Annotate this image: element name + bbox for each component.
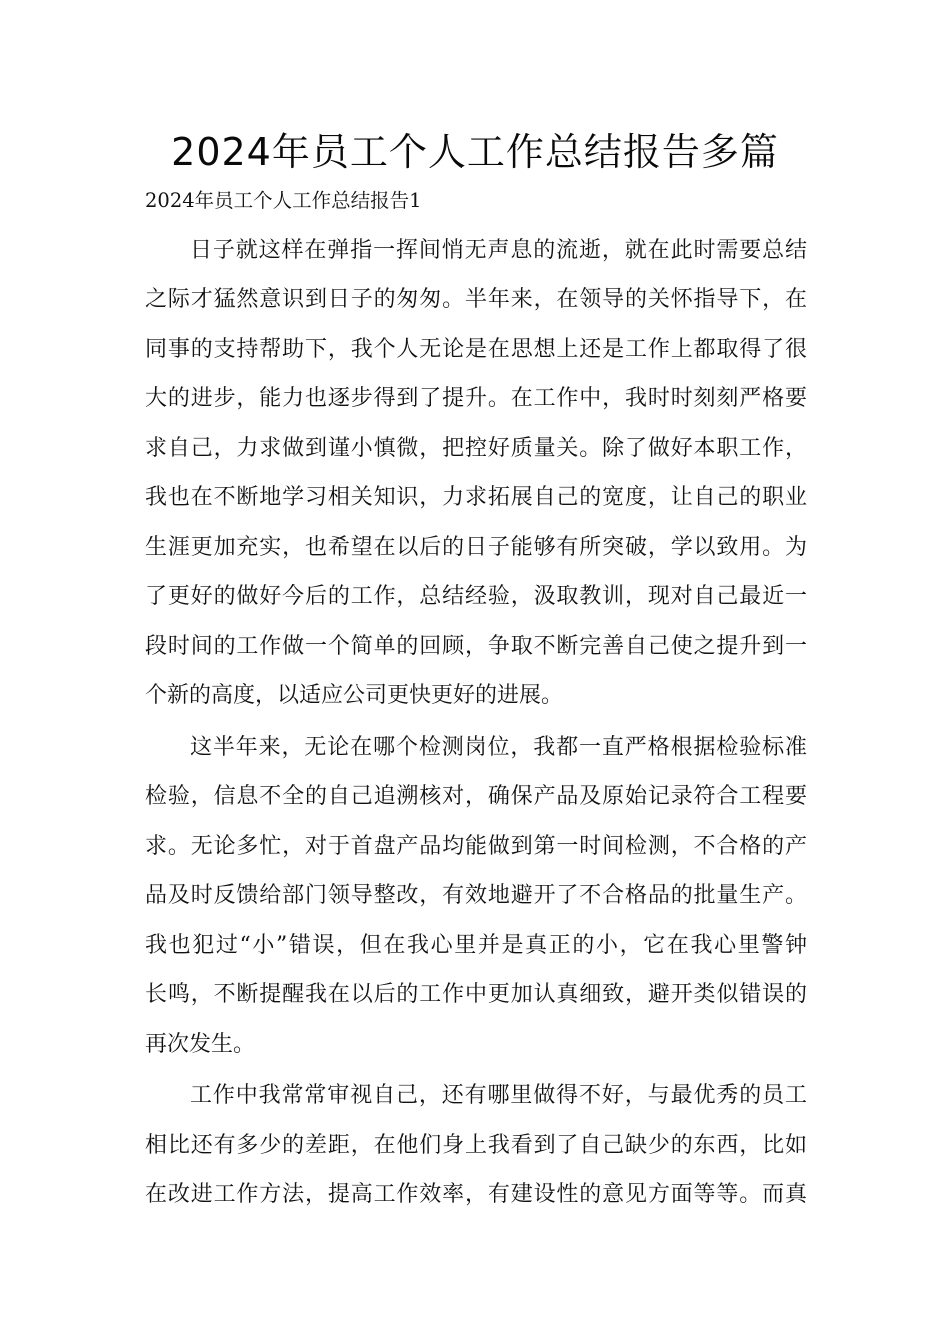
paragraph-1-line-1: 日子就这样在弹指一挥间悄无声息的流逝，就在此时需要总结 (190, 238, 807, 263)
paragraph-1-line-6: 我也在不断地学习相关知识，力求拓展自己的宽度，让自己的职业 (145, 485, 807, 510)
paragraph-1-line-5: 求自己，力求做到谨小慎微，把控好质量关。除了做好本职工作， (145, 436, 807, 461)
paragraph-1-line-7: 生涯更加充实，也希望在以后的日子能够有所突破，学以致用。为 (145, 535, 807, 560)
paragraph-2-line-2: 检验，信息不全的自己追溯核对，确保产品及原始记录符合工程要 (145, 784, 807, 809)
paragraph-2-line-6: 长鸣，不断提醒我在以后的工作中更加认真细致，避开类似错误的 (145, 982, 807, 1007)
paragraph-1-line-8: 了更好的做好今后的工作，总结经验，汲取教训，现对自己最近一 (145, 584, 807, 609)
paragraph-1-line-2: 之际才猛然意识到日子的匆匆。半年来，在领导的关怀指导下，在 (145, 287, 807, 312)
document-title: 2024年员工个人工作总结报告多篇 (171, 130, 779, 174)
paragraph-1-line-10: 个新的高度，以适应公司更快更好的进展。 (145, 683, 564, 708)
paragraph-1-line-4: 大的进步，能力也逐步得到了提升。在工作中，我时时刻刻严格要 (145, 386, 807, 411)
paragraph-1-line-3: 同事的支持帮助下，我个人无论是在思想上还是工作上都取得了很 (145, 337, 807, 362)
paragraph-1-line-9: 段时间的工作做一个简单的回顾，争取不断完善自己使之提升到一 (145, 634, 807, 659)
section-heading: 2024年员工个人工作总结报告1 (145, 189, 422, 212)
paragraph-3-line-1: 工作中我常常审视自己，还有哪里做得不好，与最优秀的员工 (190, 1083, 807, 1108)
paragraph-2-line-3: 求。无论多忙，对于首盘产品均能做到第一时间检测，不合格的产 (145, 834, 807, 859)
paragraph-2-line-7: 再次发生。 (145, 1032, 256, 1057)
paragraph-2-line-1: 这半年来，无论在哪个检测岗位，我都一直严格根据检验标准 (190, 735, 807, 760)
paragraph-3-line-2: 相比还有多少的差距，在他们身上我看到了自己缺少的东西，比如 (145, 1133, 807, 1158)
paragraph-3-line-3: 在改进工作方法，提高工作效率，有建设性的意见方面等等。而真 (145, 1182, 807, 1207)
paragraph-2-line-4: 品及时反馈给部门领导整改，有效地避开了不合格品的批量生产。 (145, 883, 807, 908)
paragraph-2-line-5: 我也犯过“小”错误，但在我心里并是真正的小，它在我心里警钟 (145, 933, 807, 958)
